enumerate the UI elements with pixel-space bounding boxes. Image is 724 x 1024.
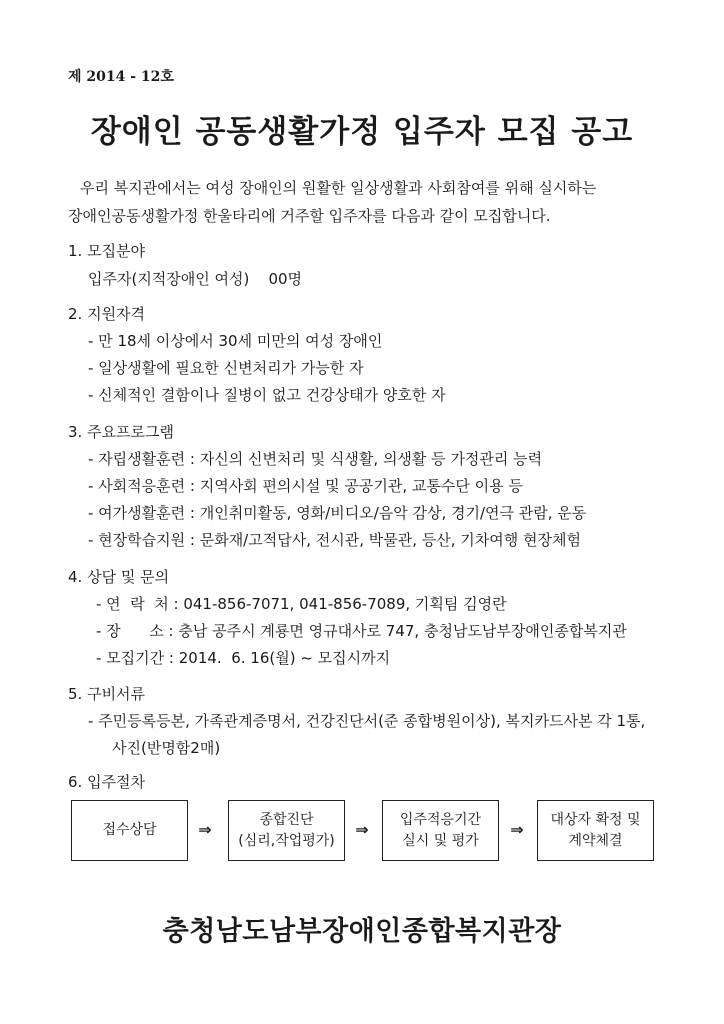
program-item: - 자립생활훈련 : 자신의 신변처리 및 식생활, 의생활 등 가정관리 능력: [88, 450, 543, 468]
section-documents-heading: 5. 구비서류: [68, 685, 146, 703]
arrow-icon: ⇒: [198, 820, 212, 839]
procedure-step-3: [382, 800, 499, 861]
qualification-item: - 신체적인 결함이나 질병이 없고 건강상태가 양호한 자: [88, 386, 446, 404]
program-item: - 여가생활훈련 : 개인취미활동, 영화/비디오/음악 감상, 경기/연극 관람, 운동: [88, 504, 587, 522]
documents-item: - 주민등록등본, 가족관계증명서, 건강진단서(준 종합병원이상), 복지카드사본 각 1통,: [88, 712, 646, 730]
documents-item-continued: 사진(반명함2매): [112, 739, 221, 757]
procedure-step-1-label: 접수상담: [102, 822, 157, 839]
procedure-step-4: [537, 800, 654, 861]
section-field-item: 입주자(지적장애인 여성) 00명: [88, 270, 303, 288]
procedure-step-2-label: 종합진단 (심리,작업평가): [238, 812, 335, 849]
arrow-icon: ⇒: [510, 820, 524, 839]
program-item: - 사회적응훈련 : 지역사회 편의시설 및 공공기관, 교통수단 이용 등: [88, 477, 523, 495]
section-contact-heading: 4. 상담 및 문의: [68, 568, 170, 586]
qualification-item: - 일상생활에 필요한 신변처리가 가능한 자: [88, 359, 364, 377]
qualification-item: - 만 18세 이상에서 30세 미만의 여성 장애인: [88, 332, 383, 350]
procedure-step-4-label: 대상자 확정 및 계약체결: [550, 812, 641, 849]
contact-phone: - 연 락 처 : 041-856-7071, 041-856-7089, 기획팀 김영란: [96, 595, 507, 613]
intro-line-1: 우리 복지관에서는 여성 장애인의 원활한 일상생활과 사회참여를 위해 실시하는: [80, 179, 597, 197]
procedure-step-1: [71, 800, 188, 861]
section-field-heading: 1. 모집분야: [68, 242, 146, 260]
contact-period: - 모집기간 : 2014. 6. 16(월) ~ 모집시까지: [96, 649, 391, 667]
document-number: 제 2014 - 12호: [68, 69, 174, 85]
organization-signature: 충청남도남부장애인종합복지관장: [162, 916, 562, 947]
contact-address: - 장 소 : 충남 공주시 계룡면 영규대사로 747, 충청남도남부장애인종합복지관: [96, 622, 627, 640]
procedure-step-3-label: 입주적응기간 실시 및 평가: [399, 812, 482, 849]
section-procedure-heading: 6. 입주절차: [68, 773, 146, 791]
procedure-step-2: [228, 800, 345, 861]
intro-line-2: 장애인공동생활가정 한울타리에 거주할 입주자를 다음과 같이 모집합니다.: [68, 207, 551, 225]
arrow-icon: ⇒: [355, 820, 369, 839]
program-item: - 현장학습지원 : 문화재/고적답사, 전시관, 박물관, 등산, 기차여행 현장체험: [88, 531, 581, 549]
section-programs-heading: 3. 주요프로그램: [68, 423, 175, 441]
section-qualification-heading: 2. 지원자격: [68, 305, 146, 323]
page-title: 장애인 공동생활가정 입주자 모집 공고: [90, 114, 634, 150]
